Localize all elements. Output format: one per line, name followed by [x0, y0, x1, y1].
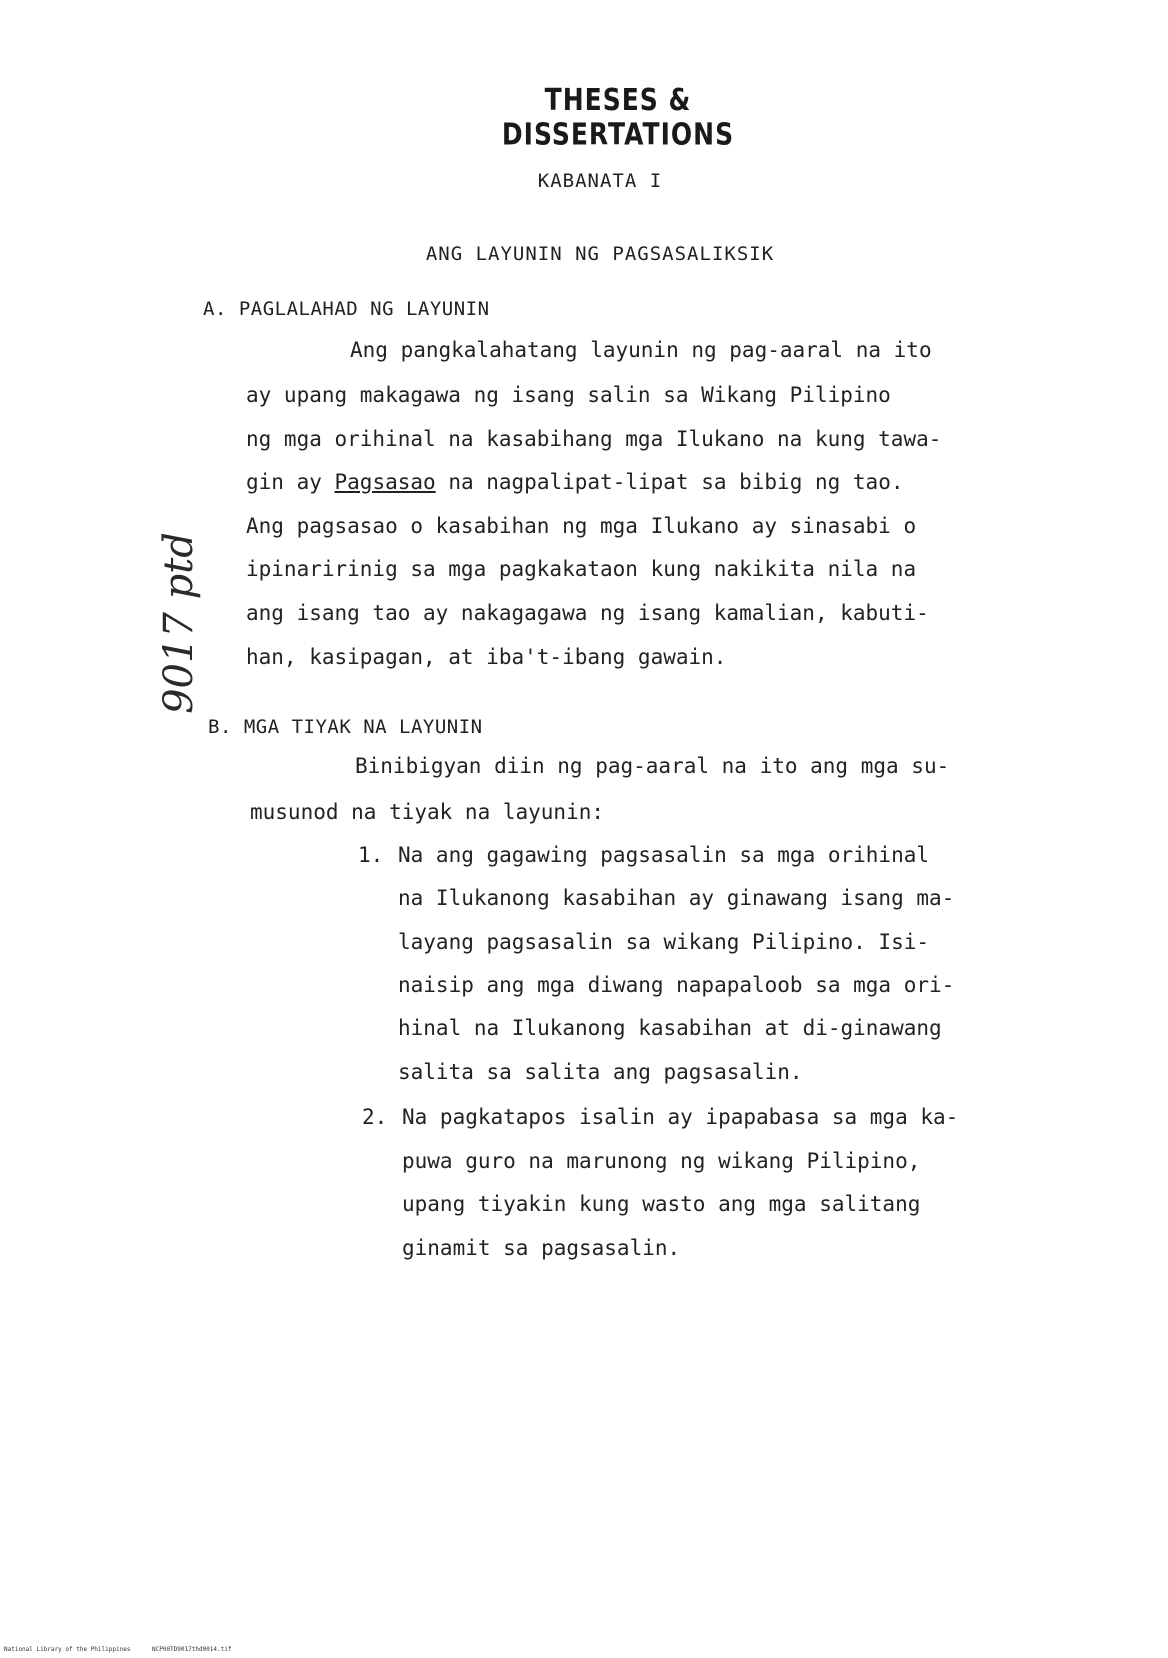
- item-line: hinal na Ilukanong kasabihan at di-ginawang: [398, 1016, 942, 1040]
- section-b-intro-line: Binibigyan diin ng pag-aaral na ito ang mga su-: [355, 754, 950, 778]
- item-line: Na pagkatapos isalin ay ipapabasa sa mga ka-: [402, 1105, 959, 1129]
- item-line: na Ilukanong kasabihan ay ginawang isang ma-: [398, 886, 955, 910]
- footer-library: National Library of the Philippines: [4, 1646, 131, 1653]
- section-a-line: [246, 470, 903, 494]
- item-number: 2.: [362, 1105, 388, 1129]
- item-line: layang pagsasalin sa wikang Pilipino. Isi-: [398, 930, 930, 954]
- pagsasao-term: Pagsasao: [334, 470, 436, 494]
- item-number: 1.: [358, 843, 384, 867]
- theses-stamp: THESES & DISSERTATIONS: [501, 82, 735, 152]
- section-a-line: han, kasipagan, at iba't-ibang gawain.: [246, 645, 727, 669]
- section-b-heading: B. MGA TIYAK NA LAYUNIN: [208, 716, 483, 738]
- item-line: upang tiyakin kung wasto ang mga salitang: [402, 1192, 921, 1216]
- item-line: ginamit sa pagsasalin.: [402, 1236, 681, 1260]
- section-a-line: ay upang makagawa ng isang salin sa Wikang Pilipino: [246, 383, 891, 407]
- chapter-subtitle: ANG LAYUNIN NG PAGSASALIKSIK: [425, 243, 775, 265]
- item-line: Na ang gagawing pagsasalin sa mga orihinal: [398, 843, 930, 867]
- section-a-line: Ang pagsasao o kasabihan ng mga Ilukano ay sinasabi o: [246, 514, 917, 538]
- handwritten-note: 9017 ptd: [155, 532, 202, 714]
- section-a-line: ang isang tao ay nakagagawa ng isang kamalian, kabuti-: [246, 601, 929, 625]
- section-a-line: ng mga orihinal na kasabihang mga Ilukano na kung tawa-: [246, 427, 942, 451]
- section-a-line: Ang pangkalahatang layunin ng pag-aaral na ito: [350, 338, 932, 362]
- item-line: naisip ang mga diwang napapaloob sa mga ori-: [398, 973, 955, 997]
- section-a-line: ipinaririnig sa mga pagkakataon kung nakikita nila na: [246, 557, 917, 581]
- section-b-intro-line: musunod na tiyak na layunin:: [250, 800, 605, 824]
- footer-filename: NCP00TD9017thd0014.tif: [152, 1646, 232, 1653]
- item-line: salita sa salita ang pagsasalin.: [398, 1060, 803, 1084]
- item-line: puwa guro na marunong ng wikang Pilipino,: [402, 1149, 921, 1173]
- section-a-text: gin ay: [246, 470, 322, 494]
- section-a-text: na nagpalipat-lipat sa bibig ng tao.: [448, 470, 904, 494]
- section-a-heading: A. PAGLALAHAD NG LAYUNIN: [203, 298, 490, 320]
- chapter-title: KABANATA I: [537, 170, 663, 192]
